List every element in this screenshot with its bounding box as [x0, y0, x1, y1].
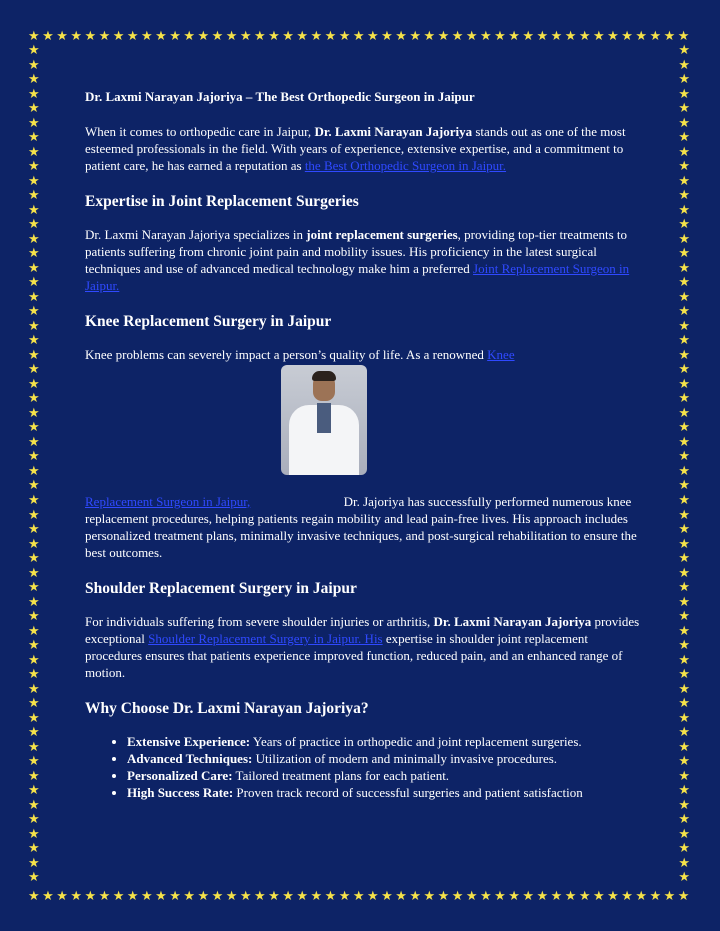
star-icon: ★ — [381, 889, 393, 904]
star-icon: ★ — [28, 405, 40, 421]
star-icon: ★ — [678, 536, 690, 552]
star-icon: ★ — [649, 889, 662, 904]
star-icon: ★ — [678, 304, 690, 320]
star-icon: ★ — [56, 29, 68, 44]
knee-link-part1[interactable]: Knee — [487, 347, 515, 362]
knee-text-start: Knee problems can severely impact a person’s quality of life. As a renowned — [85, 347, 488, 362]
star-icon: ★ — [678, 594, 690, 610]
knee-paragraph — [85, 346, 640, 561]
star-icon: ★ — [678, 551, 690, 567]
star-icon: ★ — [678, 130, 690, 146]
doctor-photo — [281, 365, 367, 475]
star-icon: ★ — [621, 29, 633, 44]
list-item — [127, 767, 640, 784]
star-icon: ★ — [678, 696, 690, 712]
star-icon: ★ — [126, 889, 139, 904]
star-icon: ★ — [169, 29, 181, 44]
joint-replacement-surgeon-link[interactable]: Joint Replacement Surgeon in Jaipur. — [85, 261, 630, 293]
section-heading-shoulder-replacement: Shoulder Replacement Surgery in Jaipur — [85, 580, 357, 597]
star-icon: ★ — [225, 29, 238, 44]
star-border-left — [28, 44, 40, 885]
joint-text-mid: , providing top-tier treatments to patients suffering from chronic joint pain and mobility issues. His proficiency in the latest surgical techniques and use of advanced medical technology make him a preferred — [85, 227, 627, 276]
star-icon: ★ — [70, 29, 83, 44]
star-icon: ★ — [678, 609, 690, 625]
star-icon: ★ — [28, 231, 40, 247]
star-icon: ★ — [28, 333, 40, 349]
intro-doctor-name: Dr. Laxmi Narayan Jajoriya — [314, 124, 473, 139]
star-icon: ★ — [564, 29, 577, 44]
star-icon: ★ — [678, 217, 690, 233]
star-icon: ★ — [663, 889, 676, 904]
star-icon: ★ — [635, 29, 648, 44]
star-icon: ★ — [451, 889, 464, 904]
doctor-photo-container — [85, 363, 640, 493]
star-icon: ★ — [395, 889, 407, 904]
star-icon: ★ — [593, 889, 605, 904]
intro-paragraph — [85, 123, 640, 174]
star-icon: ★ — [28, 347, 40, 363]
star-border-top — [28, 30, 690, 43]
joint-bold-text: joint replacement surgeries — [306, 227, 458, 242]
star-icon: ★ — [141, 889, 153, 904]
star-icon: ★ — [28, 29, 40, 44]
star-icon: ★ — [28, 217, 40, 233]
star-icon: ★ — [28, 507, 40, 523]
star-icon: ★ — [536, 29, 549, 44]
list-item-label: Personalized Care: — [127, 768, 233, 783]
star-icon: ★ — [28, 173, 40, 189]
star-icon: ★ — [155, 29, 167, 44]
star-border-right — [678, 44, 690, 885]
star-icon: ★ — [437, 29, 450, 44]
star-icon: ★ — [678, 43, 690, 58]
star-icon: ★ — [28, 652, 40, 668]
star-icon: ★ — [98, 889, 111, 904]
star-icon: ★ — [282, 889, 294, 904]
list-item-label: Advanced Techniques: — [127, 751, 253, 766]
star-icon: ★ — [268, 889, 280, 904]
star-icon: ★ — [268, 29, 280, 44]
star-icon: ★ — [621, 889, 633, 904]
star-icon: ★ — [678, 115, 690, 131]
star-icon: ★ — [635, 889, 648, 904]
star-icon: ★ — [593, 29, 605, 44]
star-icon: ★ — [28, 492, 40, 508]
star-icon: ★ — [28, 420, 40, 436]
star-icon: ★ — [28, 362, 40, 378]
joint-replacement-paragraph — [85, 226, 640, 294]
star-icon: ★ — [28, 304, 40, 320]
star-icon: ★ — [578, 29, 591, 44]
star-icon: ★ — [28, 130, 40, 146]
star-icon: ★ — [409, 889, 422, 904]
star-icon: ★ — [522, 29, 535, 44]
star-icon: ★ — [607, 889, 619, 904]
list-item — [127, 750, 640, 767]
star-icon: ★ — [677, 29, 690, 44]
star-icon: ★ — [395, 29, 407, 44]
star-icon: ★ — [678, 333, 690, 349]
star-icon: ★ — [677, 889, 690, 904]
star-icon: ★ — [678, 188, 690, 204]
star-icon: ★ — [508, 889, 520, 904]
list-item-text: Utilization of modern and minimally invasive procedures. — [252, 751, 558, 766]
star-icon: ★ — [126, 29, 139, 44]
star-icon: ★ — [678, 652, 690, 668]
document-body — [85, 88, 640, 801]
star-icon: ★ — [550, 889, 563, 904]
star-icon: ★ — [28, 841, 40, 857]
star-icon: ★ — [678, 638, 690, 654]
star-icon: ★ — [28, 667, 40, 683]
star-icon: ★ — [381, 29, 393, 44]
star-icon: ★ — [310, 29, 323, 44]
star-icon: ★ — [296, 889, 309, 904]
star-icon: ★ — [28, 57, 40, 73]
star-icon: ★ — [678, 434, 690, 450]
star-icon: ★ — [28, 86, 40, 102]
star-icon: ★ — [324, 29, 337, 44]
star-icon: ★ — [367, 889, 379, 904]
star-icon: ★ — [282, 29, 294, 44]
star-icon: ★ — [28, 725, 40, 741]
star-icon: ★ — [28, 391, 40, 407]
star-icon: ★ — [28, 376, 40, 392]
star-icon: ★ — [56, 889, 68, 904]
star-icon: ★ — [28, 768, 40, 784]
star-icon: ★ — [678, 391, 690, 407]
star-icon: ★ — [28, 855, 40, 871]
star-icon: ★ — [197, 29, 210, 44]
star-icon: ★ — [465, 29, 478, 44]
star-icon: ★ — [42, 29, 54, 44]
star-icon: ★ — [494, 889, 506, 904]
star-icon: ★ — [678, 522, 690, 538]
star-icon: ★ — [155, 889, 167, 904]
star-icon: ★ — [352, 889, 365, 904]
star-icon: ★ — [28, 565, 40, 581]
star-icon: ★ — [28, 609, 40, 625]
star-icon: ★ — [28, 202, 40, 218]
star-icon: ★ — [239, 889, 252, 904]
star-icon: ★ — [678, 739, 690, 755]
star-icon: ★ — [678, 376, 690, 392]
star-icon: ★ — [28, 812, 40, 828]
star-icon: ★ — [678, 870, 690, 886]
joint-text-start: Dr. Laxmi Narayan Jajoriya specializes in — [85, 227, 307, 242]
star-icon: ★ — [494, 29, 506, 44]
star-icon: ★ — [84, 29, 97, 44]
star-icon: ★ — [112, 889, 125, 904]
star-icon: ★ — [28, 318, 40, 334]
star-icon: ★ — [678, 507, 690, 523]
star-icon: ★ — [211, 29, 224, 44]
star-icon: ★ — [28, 115, 40, 131]
list-item-text: Years of practice in orthopedic and joint replacement surgeries. — [250, 734, 582, 749]
star-icon: ★ — [678, 463, 690, 479]
star-icon: ★ — [112, 29, 125, 44]
star-icon: ★ — [678, 754, 690, 770]
star-icon: ★ — [437, 889, 450, 904]
list-item — [127, 784, 640, 801]
star-icon: ★ — [84, 889, 97, 904]
star-icon: ★ — [678, 681, 690, 697]
star-icon: ★ — [678, 492, 690, 508]
star-icon: ★ — [28, 754, 40, 770]
star-border-bottom — [28, 890, 690, 903]
star-icon: ★ — [663, 29, 676, 44]
star-icon: ★ — [678, 202, 690, 218]
star-icon: ★ — [678, 159, 690, 175]
star-icon: ★ — [28, 188, 40, 204]
intro-text-mid: stands out as one of the most esteemed professionals in the field. With years of experience, extensive expertise, and a commitment to patient care, he has earned a reputation as — [85, 124, 626, 173]
star-icon: ★ — [678, 318, 690, 334]
star-icon: ★ — [211, 889, 224, 904]
star-icon: ★ — [607, 29, 619, 44]
best-orthopedic-surgeon-link[interactable]: the Best Orthopedic Surgeon in Jaipur. — [304, 158, 507, 173]
star-icon: ★ — [678, 260, 690, 276]
intro-text-start: When it comes to orthopedic care in Jaipur, — [85, 124, 315, 139]
star-icon: ★ — [678, 783, 690, 799]
star-icon: ★ — [28, 260, 40, 276]
star-icon: ★ — [678, 72, 690, 88]
star-icon: ★ — [678, 86, 690, 102]
star-icon: ★ — [28, 580, 40, 596]
star-icon: ★ — [28, 275, 40, 291]
star-icon: ★ — [98, 29, 111, 44]
list-item — [127, 733, 640, 750]
star-icon: ★ — [678, 101, 690, 117]
star-icon: ★ — [28, 72, 40, 88]
section-heading-why-choose: Why Choose Dr. Laxmi Narayan Jajoriya? — [85, 700, 369, 717]
star-icon: ★ — [28, 522, 40, 538]
star-icon: ★ — [678, 580, 690, 596]
list-item-text: Tailored treatment plans for each patient. — [232, 768, 450, 783]
star-icon: ★ — [28, 159, 40, 175]
star-icon: ★ — [183, 889, 196, 904]
star-icon: ★ — [310, 889, 323, 904]
knee-text-end: Dr. Jajoriya has successfully performed numerous knee replacement procedures, helping patients regain mobility and lead pain-free lives. His approach includes personalized treatment plans, minimally invasive techniques, and post-surgical rehabilitation to ensure the best outcomes. — [85, 494, 637, 560]
star-icon: ★ — [296, 29, 309, 44]
star-icon: ★ — [197, 889, 210, 904]
star-icon: ★ — [678, 478, 690, 494]
star-icon: ★ — [28, 289, 40, 305]
star-icon: ★ — [28, 739, 40, 755]
star-icon: ★ — [239, 29, 252, 44]
star-icon: ★ — [678, 797, 690, 813]
star-icon: ★ — [678, 289, 690, 305]
star-icon: ★ — [465, 889, 478, 904]
star-icon: ★ — [409, 29, 422, 44]
star-icon: ★ — [678, 725, 690, 741]
star-icon: ★ — [678, 405, 690, 421]
star-icon: ★ — [225, 889, 238, 904]
star-icon: ★ — [678, 710, 690, 726]
shoulder-paragraph — [85, 613, 640, 681]
star-icon: ★ — [28, 101, 40, 117]
star-icon: ★ — [28, 551, 40, 567]
star-icon: ★ — [28, 710, 40, 726]
shoulder-text-start: For individuals suffering from severe shoulder injuries or arthritis, — [85, 614, 434, 629]
star-icon: ★ — [141, 29, 153, 44]
section-heading-knee-replacement: Knee Replacement Surgery in Jaipur — [85, 313, 332, 330]
star-icon: ★ — [678, 565, 690, 581]
star-icon: ★ — [338, 889, 351, 904]
star-icon: ★ — [678, 667, 690, 683]
star-icon: ★ — [678, 144, 690, 160]
star-icon: ★ — [678, 855, 690, 871]
star-icon: ★ — [678, 449, 690, 465]
star-icon: ★ — [578, 889, 591, 904]
photo-hair-shape — [312, 371, 336, 381]
star-icon: ★ — [678, 826, 690, 842]
star-icon: ★ — [28, 536, 40, 552]
star-icon: ★ — [28, 434, 40, 450]
shoulder-doctor-name: Dr. Laxmi Narayan Jajoriya — [433, 614, 592, 629]
star-icon: ★ — [678, 623, 690, 639]
shoulder-text-mid: provides exceptional — [85, 614, 640, 646]
star-icon: ★ — [678, 420, 690, 436]
star-icon: ★ — [28, 681, 40, 697]
star-icon: ★ — [28, 43, 40, 58]
star-icon: ★ — [678, 173, 690, 189]
star-icon: ★ — [649, 29, 662, 44]
page-title: Dr. Laxmi Narayan Jajoriya – The Best Orthopedic Surgeon in Jaipur — [85, 89, 475, 104]
star-icon: ★ — [678, 246, 690, 262]
star-icon: ★ — [28, 246, 40, 262]
star-icon: ★ — [367, 29, 379, 44]
star-icon: ★ — [522, 889, 535, 904]
star-icon: ★ — [183, 29, 196, 44]
star-icon: ★ — [324, 889, 337, 904]
star-icon: ★ — [28, 870, 40, 886]
star-icon: ★ — [28, 463, 40, 479]
star-icon: ★ — [480, 29, 492, 44]
star-icon: ★ — [28, 889, 40, 904]
list-item-label: High Success Rate: — [127, 785, 234, 800]
star-icon: ★ — [28, 783, 40, 799]
star-icon: ★ — [678, 768, 690, 784]
list-item-text: Proven track record of successful surgeries and patient satisfaction — [233, 785, 583, 800]
shoulder-text-end: expertise in shoulder joint replacement procedures ensures that patients experience improved function, reduced pain, and an enhanced range of motion. — [85, 631, 623, 680]
star-icon: ★ — [352, 29, 365, 44]
star-icon: ★ — [678, 841, 690, 857]
star-icon: ★ — [423, 889, 436, 904]
star-icon: ★ — [254, 29, 266, 44]
star-icon: ★ — [28, 449, 40, 465]
section-heading-joint-replacement: Expertise in Joint Replacement Surgeries — [85, 193, 359, 210]
star-icon: ★ — [169, 889, 181, 904]
star-icon: ★ — [28, 797, 40, 813]
star-icon: ★ — [28, 696, 40, 712]
star-icon: ★ — [480, 889, 492, 904]
star-icon: ★ — [28, 623, 40, 639]
star-icon: ★ — [678, 347, 690, 363]
star-icon: ★ — [678, 275, 690, 291]
star-icon: ★ — [254, 889, 266, 904]
star-icon: ★ — [338, 29, 351, 44]
list-item-label: Extensive Experience: — [127, 734, 251, 749]
star-icon: ★ — [42, 889, 54, 904]
knee-link-part2[interactable]: Replacement Surgeon in Jaipur, — [85, 494, 251, 509]
star-icon: ★ — [678, 57, 690, 73]
star-icon: ★ — [550, 29, 563, 44]
star-icon: ★ — [508, 29, 520, 44]
star-icon: ★ — [70, 889, 83, 904]
star-icon: ★ — [28, 594, 40, 610]
star-icon: ★ — [564, 889, 577, 904]
star-icon: ★ — [28, 826, 40, 842]
star-icon: ★ — [28, 638, 40, 654]
star-icon: ★ — [678, 362, 690, 378]
why-choose-list — [85, 733, 640, 801]
star-icon: ★ — [536, 889, 549, 904]
star-icon: ★ — [423, 29, 436, 44]
star-icon: ★ — [678, 812, 690, 828]
star-icon: ★ — [28, 478, 40, 494]
star-icon: ★ — [451, 29, 464, 44]
star-icon: ★ — [28, 144, 40, 160]
photo-shirt-shape — [317, 403, 331, 433]
star-icon: ★ — [678, 231, 690, 247]
shoulder-replacement-link[interactable]: Shoulder Replacement Surgery in Jaipur. His — [148, 631, 383, 646]
